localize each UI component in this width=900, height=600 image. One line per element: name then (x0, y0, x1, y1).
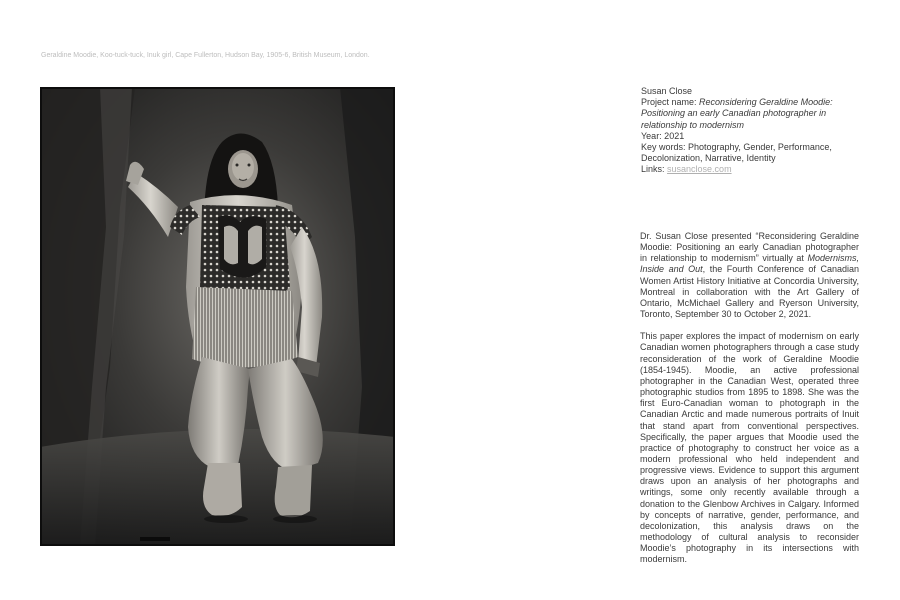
project-year: Year: 2021 (641, 130, 685, 141)
photo-caption: Geraldine Moodie, Koo-tuck-tuck, Inuk girl, Cape Fullerton, Hudson Bay, 1905-6, British Museum, London. (41, 52, 370, 59)
paragraph-1-start: Dr. Susan Close presented “Reconsidering Geraldine Moodie: Positioning an early Canadian photographer in relationship to modernism” virtually at (640, 231, 859, 264)
project-links (641, 164, 846, 175)
project-name-label: Project name: (641, 97, 697, 108)
conference-title: Modernisms, Inside and Out (640, 253, 859, 275)
author-name: Susan Close (641, 86, 693, 96)
paragraph-1-end: , the Fourth Conference of Canadian Women Artist History Initiative at Concordia University, Montreal in collaboration with the Art Gallery of Ontario, McMichael Gallery and Ryerson University, Toronto, September 30 to October 2, 2021. (640, 264, 860, 320)
project-name (641, 97, 846, 131)
project-title: Reconsidering Geraldine Moodie: Positioning an early Canadian photographer in relationship to modernism (641, 97, 833, 130)
presentation-paragraph (640, 231, 859, 320)
photograph-image (40, 87, 395, 546)
website-link[interactable]: susanclose.com (667, 164, 732, 175)
abstract-paragraph: This paper explores the impact of modernism on early Canadian women photographers through a case study reconsideration of the work of Geraldine Moodie (1854-1945). Moodie, an active professional photographer in the Canadian West, operated three photographic studios from 1895 to 1898. She was the first Euro-Canadian woman to photograph in the Canadian Arctic and made numerous portraits of Inuit that stand apart from conventional perspectives. Specifically, the paper argues that Moodie used the practice of photography to construct her voice as a modern professional who held independent and progressive views. Evidence to support this argument draws upon an analysis of her photographs and writings, some only recently available through a donation to the Glenbow Archives in Calgary. Informed by concepts of narrative, gender, performance, and decolonization, this analysis draws on the methodology of cultural analysis to reconsider Moodie’s photography in its intersections with modernism. (640, 331, 859, 565)
project-keywords: Key words: Photography, Gender, Performance, Decolonization, Narrative, Identity (641, 142, 832, 164)
project-description (640, 231, 859, 577)
historical-photograph (40, 87, 395, 546)
project-metadata (641, 86, 846, 176)
links-label: Links: (641, 164, 665, 175)
